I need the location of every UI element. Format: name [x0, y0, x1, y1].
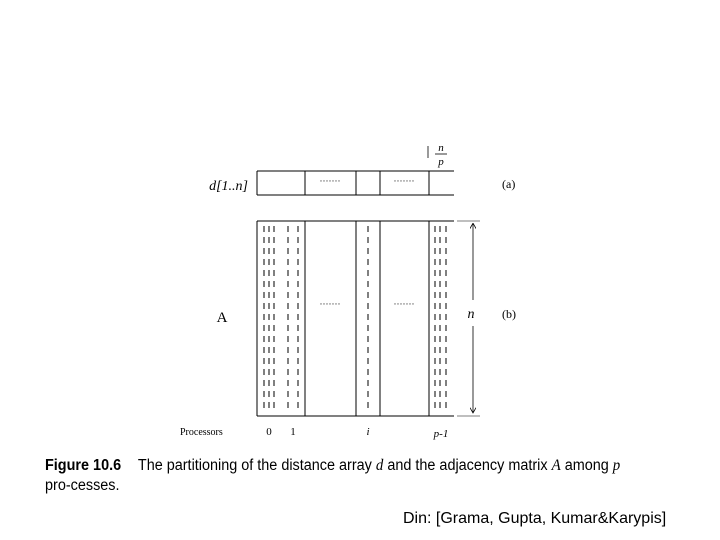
n-dimension-arrow: [457, 221, 480, 416]
caption-var-a: A: [551, 457, 561, 474]
block-size-fraction: [428, 142, 447, 168]
fraction-denominator: p: [438, 156, 444, 168]
caption-var-d: d: [375, 457, 384, 474]
fraction-numerator: n: [438, 142, 444, 154]
matrix-ellipsis: ·······: [319, 299, 341, 309]
array-ellipsis: ·······: [393, 176, 415, 186]
array-ellipsis: ·······: [319, 176, 341, 186]
matrix-ellipsis: ·······: [393, 299, 415, 309]
processor-tick: i: [366, 426, 370, 438]
matrix-column-dashes: [264, 226, 446, 412]
panel-a-label: (a): [502, 177, 516, 191]
n-dimension-label: n: [467, 307, 475, 322]
processor-tick: p-1: [433, 428, 449, 440]
source-credit: Din: [Grama, Gupta, Kumar&Karypis]: [403, 510, 667, 527]
processor-tick: 0: [266, 426, 272, 438]
distance-array: [209, 171, 454, 195]
figure-caption: [45, 456, 622, 496]
adjacency-matrix: [217, 221, 454, 416]
caption-text: among: [564, 457, 609, 474]
caption-var-p: p: [612, 457, 621, 474]
processor-tick: 1: [290, 426, 296, 438]
figure-number: Figure 10.6: [45, 457, 122, 474]
processors-row: [180, 426, 448, 440]
caption-text: The partitioning of the distance array: [137, 457, 372, 474]
caption-text: and the adjacency matrix: [387, 457, 548, 474]
processors-label: Processors: [180, 427, 223, 438]
distance-array-label: d[1..n]: [209, 179, 248, 194]
caption-text: pro-cesses.: [45, 477, 120, 494]
panel-b-label: (b): [502, 307, 516, 321]
matrix-label: A: [216, 310, 228, 326]
